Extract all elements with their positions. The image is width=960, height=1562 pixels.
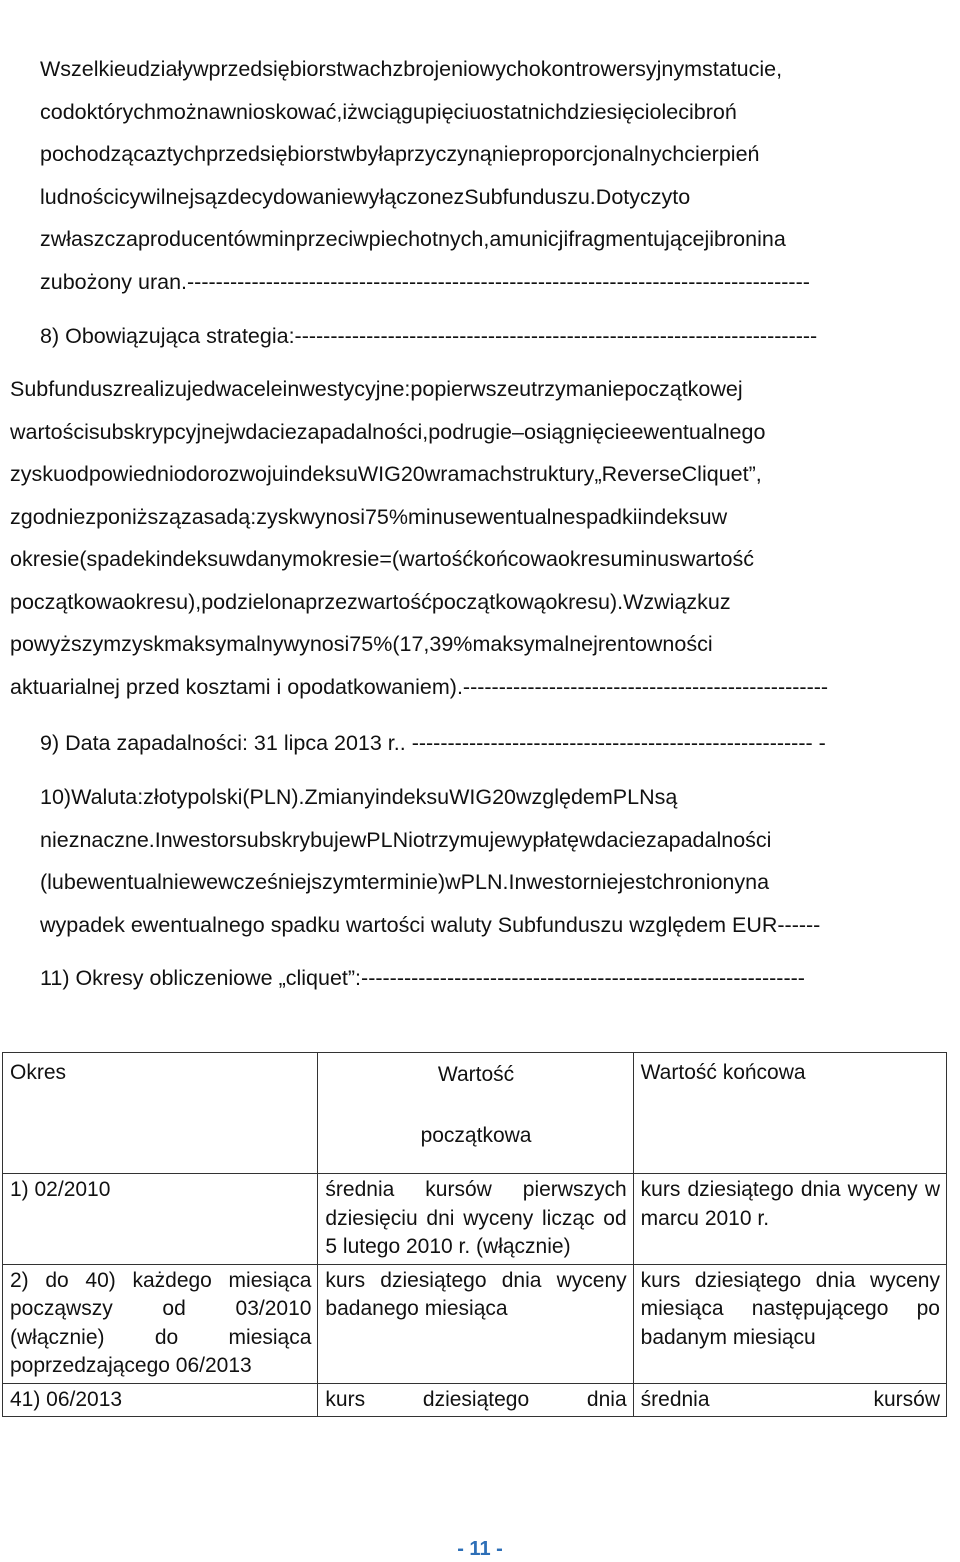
calculation-periods-heading bbox=[40, 957, 950, 1000]
page-number: - 11 - bbox=[457, 1538, 503, 1560]
text-line: (lubewentualniewewcześniejszymterminie)wPLN.Inwestorniejestchronionyna bbox=[40, 870, 770, 894]
text-line: zubożony uran.--------------------------------------------------------------------------------------- bbox=[40, 269, 810, 294]
header-start-line1: Wartość bbox=[437, 1063, 515, 1086]
strategy-heading bbox=[40, 315, 950, 358]
text-line: Subfunduszrealizujedwaceleinwestycyjne:popierwszeutrzymaniepoczątkowej bbox=[10, 377, 743, 401]
text-line: wartościsubskrypcyjnejwdaciezapadalności,podrugie–osiągnięcieewentualnego bbox=[10, 419, 766, 444]
currency-section bbox=[40, 776, 950, 946]
section-heading: 9) Data zapadalności: 31 lipca 2013 r.. -------------------------------------------------------- - bbox=[40, 731, 826, 755]
periods-table bbox=[2, 1052, 947, 1417]
text-line: 10)Waluta:złotypolski(PLN).ZmianyindeksuWIG20względemPLNsą bbox=[40, 785, 678, 809]
text-line: zgodniezponiższązasadą:zyskwynosi75%minusewentualnespadkiindeksuw bbox=[10, 504, 728, 529]
cell-period: 2) do 40) każdego miesiąca począwszy od 03/2010 (włącznie) do miesiąca poprzedzającego 06/2013 bbox=[3, 1264, 318, 1383]
text-line: powyższymzyskmaksymalnywynosi75%(17,39%maksymalnejrentowności bbox=[10, 632, 713, 656]
cell-period: 1) 02/2010 bbox=[3, 1174, 318, 1265]
text-line: codoktórychmożnawnioskować,iżwciągupięciuostatnichdziesięciolecibroń bbox=[40, 99, 737, 124]
text-line: nieznaczne.InwestorsubskrybujewPLNiotrzymujewypłatęwdaciezapadalności bbox=[40, 827, 772, 852]
text-line: wypadek ewentualnego spadku wartości waluty Subfunduszu względem EUR------ bbox=[40, 912, 821, 937]
table-row bbox=[3, 1383, 947, 1417]
strategy-paragraph bbox=[10, 368, 950, 708]
text-line: zwłaszczaproducentówminprzeciwpiechotnych,amunicjifragmentującejibronina bbox=[40, 227, 786, 251]
header-start-line2: początkowa bbox=[420, 1124, 532, 1147]
table-header-row bbox=[3, 1053, 947, 1174]
text-line: ludnościcywilnejsązdecydowaniewyłączonezSubfunduszu.Dotyczyto bbox=[40, 184, 691, 209]
header-end-value: Wartość końcowa bbox=[633, 1053, 946, 1174]
text-line: początkowaokresu),podzielonaprzezwartośćpoczątkowąokresu).Wzwiązkuz bbox=[10, 589, 731, 614]
cell-end: kurs dziesiątego dnia wyceny w marcu 2010 r. bbox=[633, 1174, 946, 1265]
cell-start: kurs dziesiątego dnia wyceny badanego miesiąca bbox=[318, 1264, 633, 1383]
cell-end: kurs dziesiątego dnia wyceny miesiąca następującego po badanym miesiącu bbox=[633, 1264, 946, 1383]
text-line: zyskuodpowiedniodorozwojuindeksuWIG20wramachstruktury„ReverseCliquet”, bbox=[10, 462, 762, 486]
cell-end: średnia kursów bbox=[633, 1383, 946, 1417]
table-row bbox=[3, 1174, 947, 1265]
exclusion-paragraph bbox=[40, 48, 950, 303]
header-start-value bbox=[318, 1053, 633, 1174]
text-line: okresie(spadekindeksuwdanymokresie=(wartośćkońcowaokresuminuswartość bbox=[10, 547, 754, 571]
section-heading: 8) Obowiązująca strategia:------------------------------------------------------------------------- bbox=[40, 324, 818, 348]
text-line: Wszelkieudziaływprzedsiębiorstwachzbrojeniowychokontrowersyjnymstatucie, bbox=[40, 57, 783, 81]
cell-period: 41) 06/2013 bbox=[3, 1383, 318, 1417]
table-row bbox=[3, 1264, 947, 1383]
header-period: Okres bbox=[3, 1053, 318, 1174]
section-heading: 11) Okresy obliczeniowe „cliquet”:-------------------------------------------------------------- bbox=[40, 966, 805, 990]
text-line: pochodzącaztychprzedsiębiorstwbyłaprzyczynąnieproporcjonalnychcierpień bbox=[40, 142, 760, 166]
cell-start: średnia kursów pierwszych dziesięciu dni wyceny licząc od 5 lutego 2010 r. (włącznie) bbox=[318, 1174, 633, 1265]
maturity-date-section bbox=[40, 722, 950, 765]
cell-start: kurs dziesiątego dnia bbox=[318, 1383, 633, 1417]
text-line: aktuarialnej przed kosztami i opodatkowaniem).--------------------------------------------------- bbox=[10, 674, 829, 699]
